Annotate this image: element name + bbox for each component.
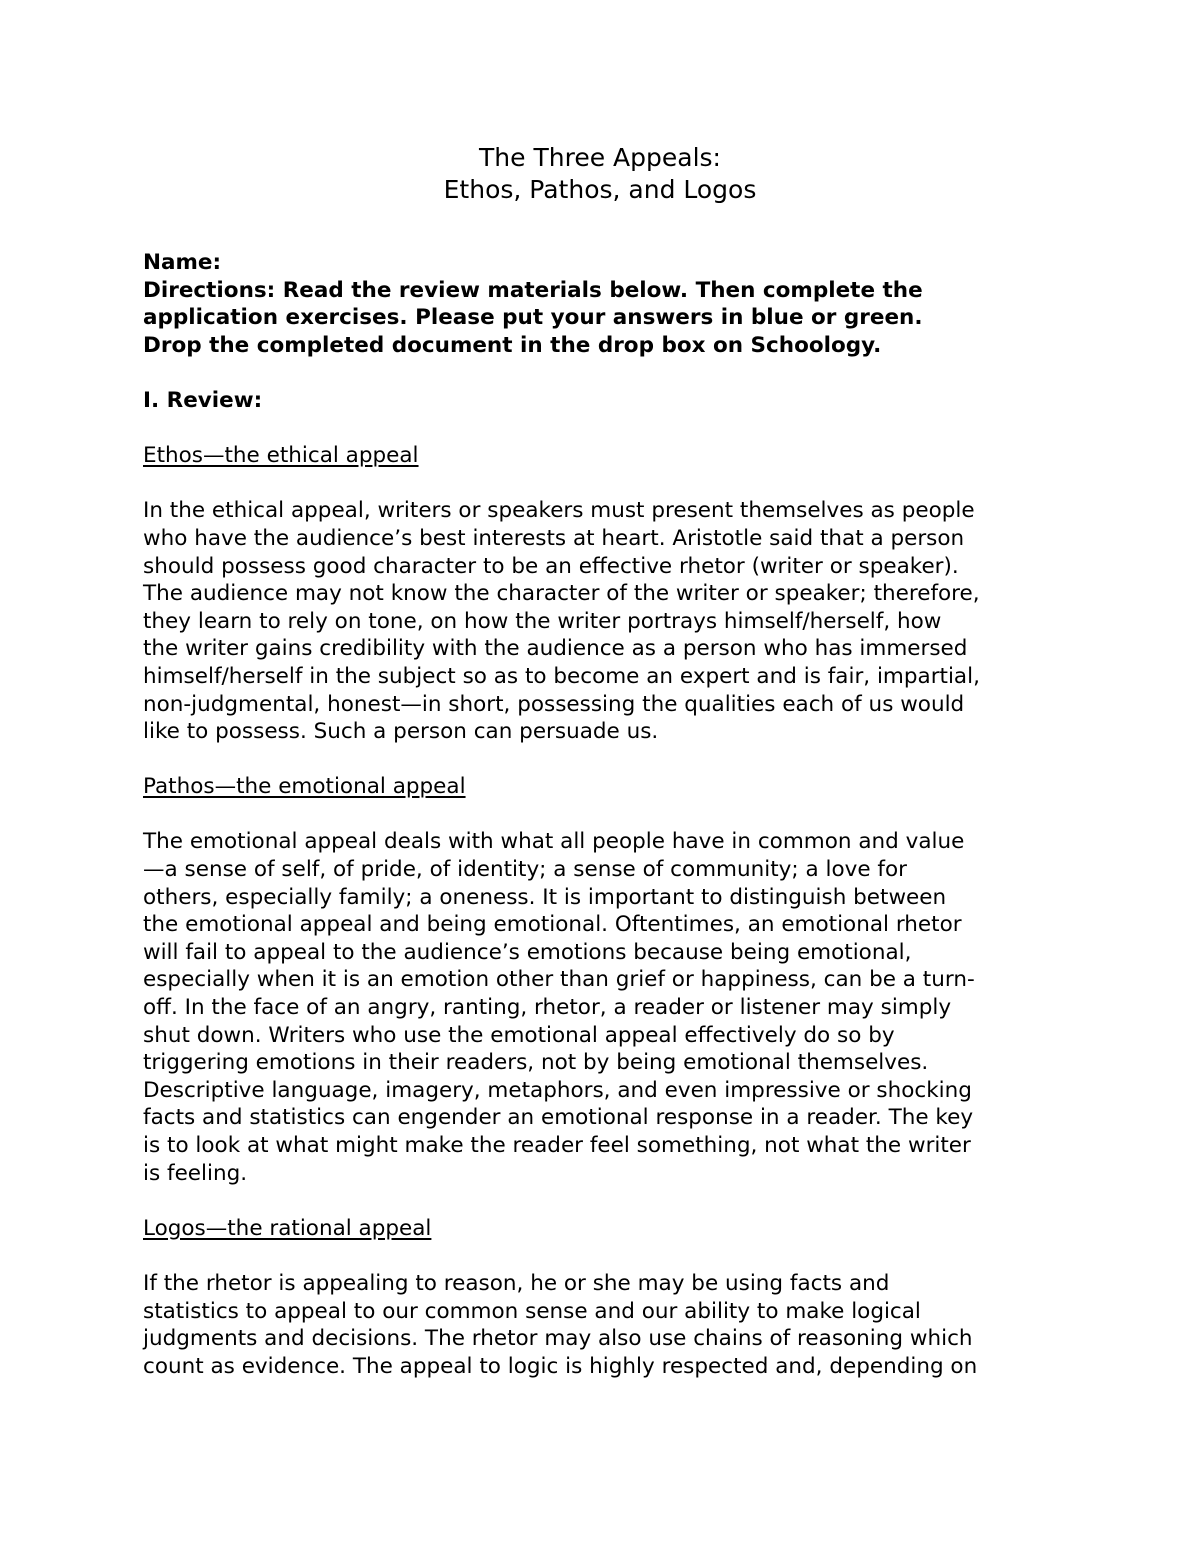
logos-line: count as evidence. The appeal to logic is highly respected and, depending on — [143, 1353, 978, 1379]
logos-line: If the rhetor is appealing to reason, he or she may be using facts and — [143, 1270, 890, 1296]
section-heading-review: I. Review: — [143, 387, 263, 413]
ethos-heading: Ethos—the ethical appeal — [143, 443, 419, 469]
ethos-line: In the ethical appeal, writers or speakers must present themselves as people — [143, 498, 975, 524]
pathos-line: —a sense of self, of pride, of identity; a sense of community; a love for — [143, 857, 907, 883]
ethos-line: should possess good character to be an effective rhetor (writer or speaker). — [143, 553, 959, 579]
pathos-line: is to look at what might make the reader feel something, not what the writer — [143, 1133, 971, 1158]
pathos-line: is feeling. — [143, 1160, 248, 1186]
document-title-line-2: Ethos, Pathos, and Logos — [443, 175, 757, 204]
logos-line: statistics to appeal to our common sense and our ability to make logical — [143, 1298, 921, 1324]
directions-line-2: application exercises. Please put your answers in blue or green. — [143, 305, 923, 331]
directions-line-3: Drop the completed document in the drop box on Schoology. — [143, 332, 882, 358]
ethos-line: like to possess. Such a person can persuade us. — [143, 719, 659, 745]
name-label: Name: — [143, 250, 222, 275]
pathos-line: others, especially family; a oneness. It is important to distinguish between — [143, 884, 947, 910]
pathos-line: shut down. Writers who use the emotional appeal effectively do so by — [143, 1022, 895, 1048]
ethos-line: they learn to rely on tone, on how the writer portrays himself/herself, how — [143, 608, 942, 634]
title-block — [143, 142, 1057, 206]
pathos-line: off. In the face of an angry, ranting, rhetor, a reader or listener may simply — [143, 995, 952, 1021]
logos-heading: Logos—the rational appeal — [143, 1215, 432, 1241]
pathos-line: facts and statistics can engender an emotional response in a reader. The key — [143, 1105, 974, 1131]
logos-line: judgments and decisions. The rhetor may also use chains of reasoning which — [143, 1326, 973, 1352]
document-title-line-1: The Three Appeals: — [479, 143, 721, 172]
logos-paragraph — [143, 1270, 1063, 1380]
pathos-line: triggering emotions in their readers, not by being emotional themselves. — [143, 1050, 929, 1076]
pathos-line: the emotional appeal and being emotional. Oftentimes, an emotional rhetor — [143, 912, 962, 938]
ethos-line: himself/herself in the subject so as to become an expert and is fair, impartial, — [143, 663, 980, 689]
pathos-paragraph — [143, 828, 1063, 1187]
directions-line-1: Directions: Read the review materials below. Then complete the — [143, 277, 923, 303]
pathos-line: Descriptive language, imagery, metaphors, and even impressive or shocking — [143, 1077, 972, 1103]
ethos-line: the writer gains credibility with the audience as a person who has immersed — [143, 636, 968, 662]
pathos-line: especially when it is an emotion other than grief or happiness, can be a turn- — [143, 967, 975, 993]
pathos-line: The emotional appeal deals with what all people have in common and value — [143, 829, 965, 855]
pathos-line: will fail to appeal to the audience’s emotions because being emotional, — [143, 939, 912, 965]
document-body — [143, 142, 1063, 1380]
ethos-line: The audience may not know the character of the writer or speaker; therefore, — [143, 581, 980, 607]
ethos-line: non-judgmental, honest—in short, possessing the qualities each of us would — [143, 691, 965, 717]
ethos-line: who have the audience’s best interests at heart. Aristotle said that a person — [143, 525, 965, 551]
ethos-paragraph — [143, 497, 1063, 745]
pathos-heading: Pathos—the emotional appeal — [143, 774, 466, 800]
